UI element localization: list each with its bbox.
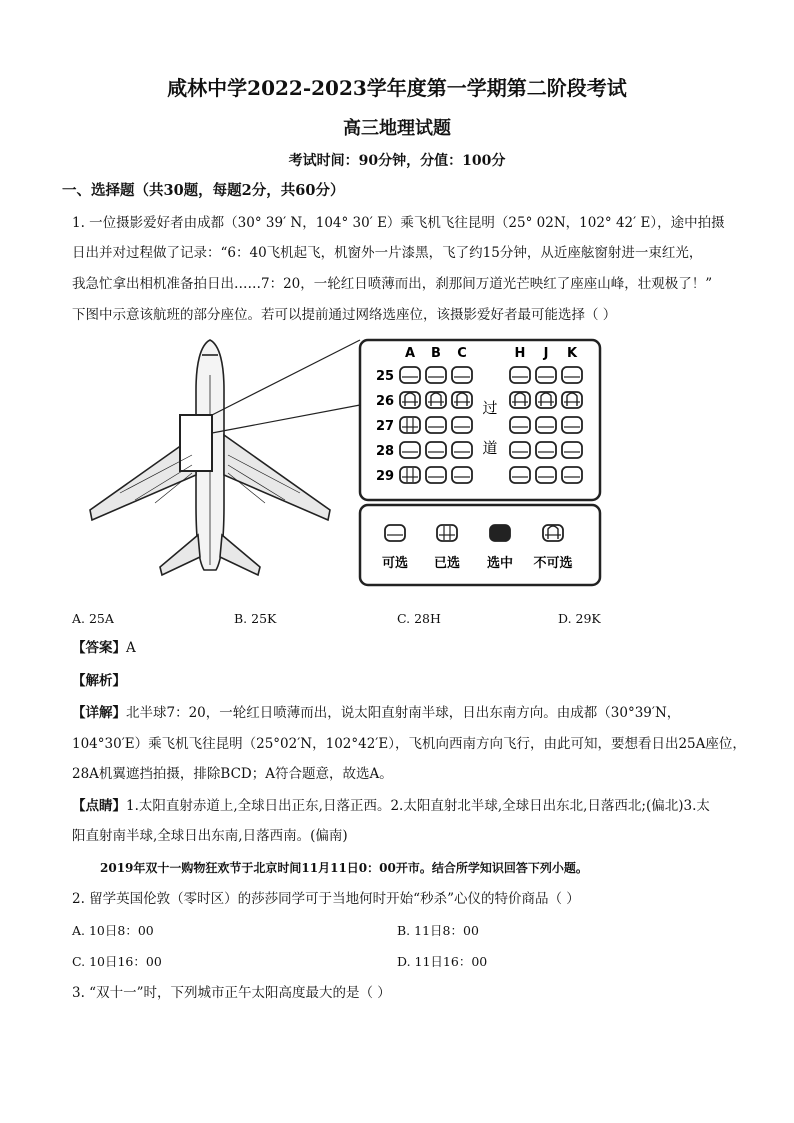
legend-label-0: 可选	[381, 556, 409, 571]
seat-29H	[510, 467, 530, 483]
seat-26J	[536, 392, 556, 408]
row-label-27: 27	[375, 419, 395, 434]
seat-29K	[562, 467, 582, 483]
analysis-label: 【解析】	[72, 673, 126, 689]
seat-25H	[510, 367, 530, 383]
column-label-B: B	[431, 346, 441, 361]
seat-29B	[426, 467, 446, 483]
q1-option-d: D. 29K	[558, 611, 601, 626]
detail-text-1: 北半球7：20，一轮红日喷薄而出，说太阳直射南半球，日出东南方向。由成都（30°39′N，	[126, 705, 681, 721]
seat-28H	[510, 442, 530, 458]
seat-map-figure	[80, 335, 610, 595]
airplane-icon	[90, 340, 360, 575]
detail-line-3: 28A机翼遮挡拍摄，排除BCD；A符合题意，故选A。	[72, 766, 393, 782]
tip-line-2: 阳直射南半球,全球日出东南,日落西南。(偏南)	[72, 828, 348, 844]
seat-26A	[400, 392, 420, 408]
seat-27K	[562, 417, 582, 433]
seat-28C	[452, 442, 472, 458]
seat-27H	[510, 417, 530, 433]
exam-subtitle: 高三地理试题	[343, 118, 451, 139]
row-label-25: 25	[375, 369, 395, 384]
seat-27C	[452, 417, 472, 433]
tip-text-1: 1.太阳直射赤道上,全球日出正东,日落正西。2.太阳直射北半球,全球日出东北,日落西北;(偏北)3.太	[126, 798, 710, 814]
legend-seat-3	[543, 525, 563, 541]
legend-label-1: 已选	[433, 556, 461, 571]
seat-legend	[382, 525, 573, 571]
legend-seat-0	[385, 525, 405, 541]
q1-option-c: C. 28H	[397, 611, 441, 626]
seat-28A	[400, 442, 420, 458]
legend-seat-1	[437, 525, 457, 541]
legend-label-2: 选中	[486, 556, 514, 571]
q1-line-2: 日出并对过程做了记录：“6：40飞机起飞，机窗外一片漆黑，飞了约15分钟，从近座舷窗射进一束红光，	[72, 245, 703, 261]
row-label-29: 29	[375, 469, 395, 484]
column-label-K: K	[566, 346, 578, 361]
seat-27B	[426, 417, 446, 433]
detail-line-1	[72, 703, 732, 723]
q2-option-b: B. 11日8：00	[397, 923, 479, 938]
legend-seat-2	[490, 525, 510, 541]
seat-26B	[426, 392, 446, 408]
legend-frame	[360, 505, 600, 585]
seat-25A	[400, 367, 420, 383]
seats	[400, 367, 582, 483]
seat-29C	[452, 467, 472, 483]
seat-25B	[426, 367, 446, 383]
seat-27A	[400, 417, 420, 433]
q3-stem: 3. “双十一”时，下列城市正午太阳高度最大的是（ ）	[72, 985, 391, 1001]
seat-28J	[536, 442, 556, 458]
tip-label: 【点睛】	[72, 798, 126, 814]
detail-line-2: 104°30′E）乘飞机飞往昆明（25°02′N，102°42′E），飞机向西南方向飞行，由此可知，要想看日出25A座位，	[72, 736, 746, 752]
q2-option-c: C. 10日16：00	[72, 954, 162, 969]
row-label-28: 28	[375, 444, 395, 459]
seat-25J	[536, 367, 556, 383]
column-label-H: H	[514, 346, 526, 361]
tip-line-1	[72, 796, 732, 816]
q1-option-a: A. 25A	[72, 611, 114, 626]
answer-label: 【答案】	[72, 640, 126, 656]
aisle-label-1: 过	[482, 399, 498, 417]
seat-26H	[510, 392, 530, 408]
seat-29J	[536, 467, 556, 483]
q1-line-3: 我急忙拿出相机准备拍日出……7：20，一轮红日喷薄而出，刹那间万道光芒映红了座座山峰，壮观极了！”	[72, 276, 713, 292]
seat-28K	[562, 442, 582, 458]
answer-value: A	[126, 640, 136, 656]
seat-27J	[536, 417, 556, 433]
column-label-A: A	[404, 346, 416, 361]
seat-26C	[452, 392, 472, 408]
seat-26K	[562, 392, 582, 408]
group-intro: 2019年双十一购物狂欢节于北京时间11月11日0：00开市。结合所学知识回答下列小题。	[100, 861, 588, 875]
q1-line-4: 下图中示意该航班的部分座位。若可以提前通过网络选座位，该摄影爱好者最可能选择（ ）	[72, 307, 617, 323]
seat-25K	[562, 367, 582, 383]
detail-label: 【详解】	[72, 705, 126, 721]
q1-answer	[72, 638, 732, 658]
q1-option-b: B. 25K	[234, 611, 277, 626]
aisle-label-2: 道	[482, 439, 498, 457]
row-label-26: 26	[375, 394, 395, 409]
legend-label-3: 不可选	[533, 556, 573, 571]
seat-25C	[452, 367, 472, 383]
seat-29A	[400, 467, 420, 483]
row-labels	[376, 369, 394, 484]
q1-line-1: 1. 一位摄影爱好者由成都（30° 39′ N，104° 30′ E）乘飞机飞往昆明（25° 02N，102° 42′ E），途中拍摄	[72, 215, 725, 231]
column-labels	[405, 346, 578, 361]
seat-28B	[426, 442, 446, 458]
exam-title: 咸林中学2022-2023学年度第一学期第二阶段考试	[167, 76, 627, 100]
q2-option-a: A. 10日8：00	[72, 923, 154, 938]
exam-info: 考试时间：90分钟，分值：100分	[288, 153, 506, 169]
q2-stem: 2. 留学英国伦敦（零时区）的莎莎同学可于当地何时开始“秒杀”心仪的特价商品（ ）	[72, 891, 580, 907]
column-label-C: C	[457, 346, 467, 361]
column-label-J: J	[543, 346, 549, 361]
section-heading: 一、选择题（共30题，每题2分，共60分）	[62, 182, 345, 199]
q2-option-d: D. 11日16：00	[397, 954, 488, 969]
